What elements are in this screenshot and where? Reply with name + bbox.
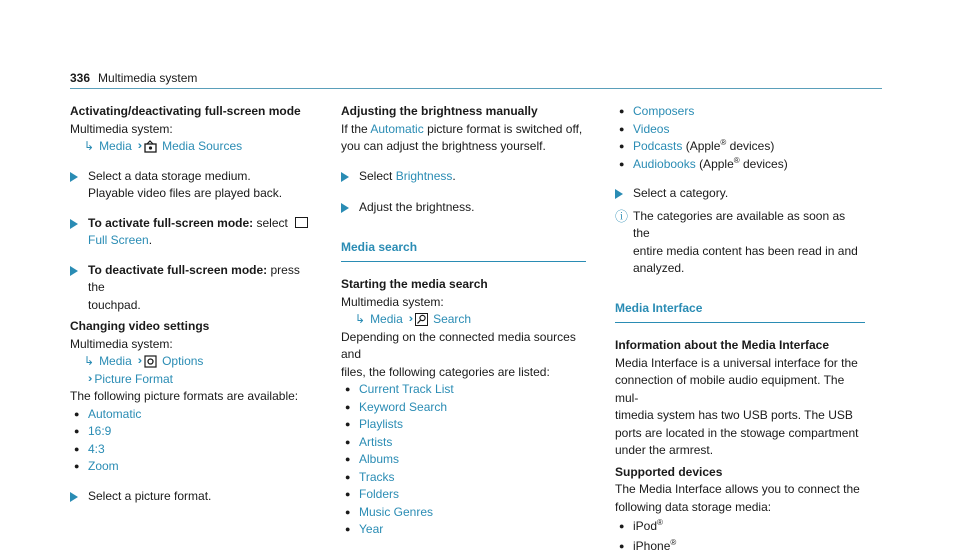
note-text: analyzed. — [633, 261, 685, 275]
gear-icon — [144, 355, 157, 368]
section-rule — [615, 322, 865, 323]
header-rule — [70, 88, 882, 89]
category-link[interactable]: Videos — [633, 121, 670, 136]
section-heading: Media Interface — [615, 300, 703, 315]
step-text: Playable video files are played back. — [88, 186, 283, 200]
system-label: Multimedia system: — [70, 121, 173, 136]
info-icon: ⓘ — [615, 208, 629, 224]
section-rule — [341, 261, 586, 262]
list-item: ● Podcasts (Apple® devices) — [619, 138, 775, 153]
heading-start-search: Starting the media search — [341, 277, 488, 291]
system-label: Multimedia system: — [70, 336, 173, 351]
format-zoom[interactable]: Zoom — [88, 459, 119, 473]
list-item: ● Year — [341, 521, 586, 539]
system-label: Multimedia system: — [341, 294, 444, 309]
page-number: 336 — [70, 71, 91, 85]
double-chevron-icon: ›› — [137, 140, 140, 152]
step-arrow-icon — [70, 172, 78, 182]
step-select-format — [70, 488, 315, 508]
search-icon — [415, 313, 428, 326]
fullscreen-icon — [295, 217, 308, 228]
categories-list — [341, 381, 586, 539]
step-select-category — [615, 185, 865, 205]
para-text: you can adjust the brightness yourself. — [341, 139, 546, 153]
devices-text: devices) — [729, 139, 775, 153]
step-arrow-icon — [341, 203, 349, 213]
heading-brightness: Adjusting the brightness manually — [341, 104, 538, 118]
list-item: ● 4:3 — [70, 441, 315, 459]
list-item: ● Zoom — [70, 458, 315, 476]
path-search[interactable]: Search — [433, 312, 472, 326]
step-text: Select a picture format. — [88, 488, 212, 503]
format-automatic[interactable]: Automatic — [88, 406, 142, 421]
step-text: Adjust the brightness. — [359, 200, 475, 214]
double-chevron-icon: ›› — [88, 372, 90, 385]
menu-path-format — [70, 371, 315, 389]
step-arrow-icon — [615, 189, 623, 199]
format-4-3[interactable]: 4:3 — [88, 441, 105, 456]
category-link[interactable]: Music Genres — [359, 504, 434, 519]
category-link[interactable]: Current Track List — [359, 382, 454, 396]
heading-video-settings: Changing video settings — [70, 319, 210, 333]
step-text: select — [256, 215, 288, 230]
format-16-9[interactable]: 16:9 — [88, 424, 112, 438]
category-link[interactable]: Audiobooks — [633, 156, 696, 171]
list-item: ● Composers — [615, 103, 865, 121]
list-item: ● Playlists — [341, 416, 586, 434]
formats-list — [70, 406, 315, 476]
heading-interface-info: Information about the Media Interface — [615, 338, 830, 352]
step-arrow-icon — [70, 219, 78, 229]
section-media-interface — [615, 300, 865, 324]
category-link[interactable]: Playlists — [359, 417, 404, 431]
step-text: press the — [88, 262, 300, 294]
column-1 — [70, 103, 315, 507]
path-media[interactable]: Media — [99, 354, 132, 368]
step-select-medium — [70, 168, 315, 203]
category-link[interactable]: Artists — [359, 434, 393, 449]
category-link[interactable]: Tracks — [359, 469, 395, 484]
para-text: Depending on the connected media sources and — [341, 329, 576, 361]
step-arrow-icon — [70, 492, 78, 502]
double-chevron-icon: ›› — [408, 313, 411, 325]
list-item: ● Music Genres — [341, 504, 586, 522]
para-text: under the armrest. — [615, 443, 714, 457]
apple-text: (Apple — [699, 156, 734, 171]
section-media-search — [341, 239, 586, 263]
list-item: ● Videos — [615, 121, 865, 139]
category-link[interactable]: Albums — [359, 452, 400, 466]
path-options[interactable]: Options — [162, 354, 204, 368]
section-heading: Media search — [341, 239, 418, 254]
path-media-sources[interactable]: Media Sources — [162, 139, 243, 153]
arrow-return-icon: ↳ — [355, 312, 366, 326]
list-item: ● iPhone® — [619, 538, 677, 553]
step-adjust-brightness — [341, 199, 586, 219]
para-text: picture format is switched off, — [427, 121, 583, 136]
category-link[interactable]: Composers — [633, 104, 695, 118]
info-note — [615, 208, 865, 278]
page-header — [70, 70, 197, 88]
para-text: connection of mobile audio equipment. The mul‐ — [615, 373, 845, 405]
step-text: Select a category. — [633, 186, 729, 200]
media-sources-icon — [144, 140, 157, 153]
link-brightness[interactable]: Brightness — [395, 168, 453, 183]
device-name: iPod — [633, 519, 658, 533]
category-link[interactable]: Podcasts — [633, 139, 683, 153]
step-activate-fullscreen: To activate full-screen mode: select Full Screen. — [70, 215, 315, 250]
formats-intro: The following picture formats are available: — [70, 389, 299, 403]
step-text: Select a data storage medium. — [88, 168, 251, 183]
devices-list — [615, 518, 865, 558]
list-item: ● Current Track List — [341, 381, 586, 399]
step-arrow-icon — [341, 172, 349, 182]
para-text: Media Interface is a universal interface for the — [615, 355, 858, 370]
column-2 — [341, 103, 586, 539]
list-item: ● 16:9 — [70, 423, 315, 441]
para-text: ports are located in the stowage compartment — [615, 425, 859, 440]
path-media[interactable]: Media — [99, 139, 132, 153]
column-3 — [615, 103, 865, 558]
step-text: touchpad. — [88, 297, 141, 312]
heading-supported-devices: Supported devices — [615, 464, 723, 479]
step-deactivate-fullscreen — [70, 262, 315, 315]
list-item: ● Folders — [341, 486, 586, 504]
para-text: If the — [341, 121, 368, 136]
path-media[interactable]: Media — [370, 312, 403, 326]
category-link[interactable]: Folders — [359, 487, 400, 501]
list-item: ● Artists — [341, 434, 586, 452]
list-item: ● Tracks — [341, 469, 586, 487]
apple-text: (Apple — [685, 139, 721, 153]
section-name: Multimedia system — [98, 71, 198, 85]
step-bold: To activate full-screen mode: — [88, 215, 254, 230]
list-item: ● iPod® — [619, 518, 663, 533]
device-name: iPhone — [633, 539, 671, 553]
menu-path-search — [341, 311, 586, 329]
para-text: timedia system has two USB ports. The USB — [615, 408, 853, 422]
step-text: Select — [359, 168, 393, 183]
heading-fullscreen: Activating/deactivating full-screen mode — [70, 104, 301, 118]
step-arrow-icon — [70, 266, 78, 276]
list-item: ● Keyword Search — [341, 399, 586, 417]
arrow-return-icon: ↳ — [84, 354, 95, 368]
categories-list-cont — [615, 103, 865, 173]
note-text: entire media content has been read in and — [633, 243, 858, 258]
list-item: ● Albums — [341, 451, 586, 469]
path-picture-format[interactable]: Picture Format — [94, 371, 174, 386]
menu-path-sources — [70, 138, 315, 156]
list-item: ● Automatic — [70, 406, 315, 424]
note-text: The categories are available as soon as the — [633, 208, 846, 240]
category-link[interactable]: Keyword Search — [359, 399, 448, 414]
step-bold: To deactivate full-screen mode: — [88, 262, 268, 277]
list-item: ● Audiobooks (Apple® devices) — [619, 155, 788, 171]
para-text: The Media Interface allows you to connect the — [615, 482, 860, 496]
double-chevron-icon: ›› — [137, 355, 140, 367]
link-automatic[interactable]: Automatic — [370, 121, 424, 136]
para-text: files, the following categories are listed: — [341, 364, 550, 379]
category-link[interactable]: Year — [359, 522, 384, 536]
step-select-brightness: Select Brightness. — [341, 168, 586, 188]
menu-path-options — [70, 353, 315, 371]
para-text: following data storage media: — [615, 499, 772, 514]
devices-text: devices) — [743, 156, 788, 171]
arrow-return-icon: ↳ — [84, 139, 95, 153]
link-full-screen[interactable]: Full Screen — [88, 233, 149, 247]
